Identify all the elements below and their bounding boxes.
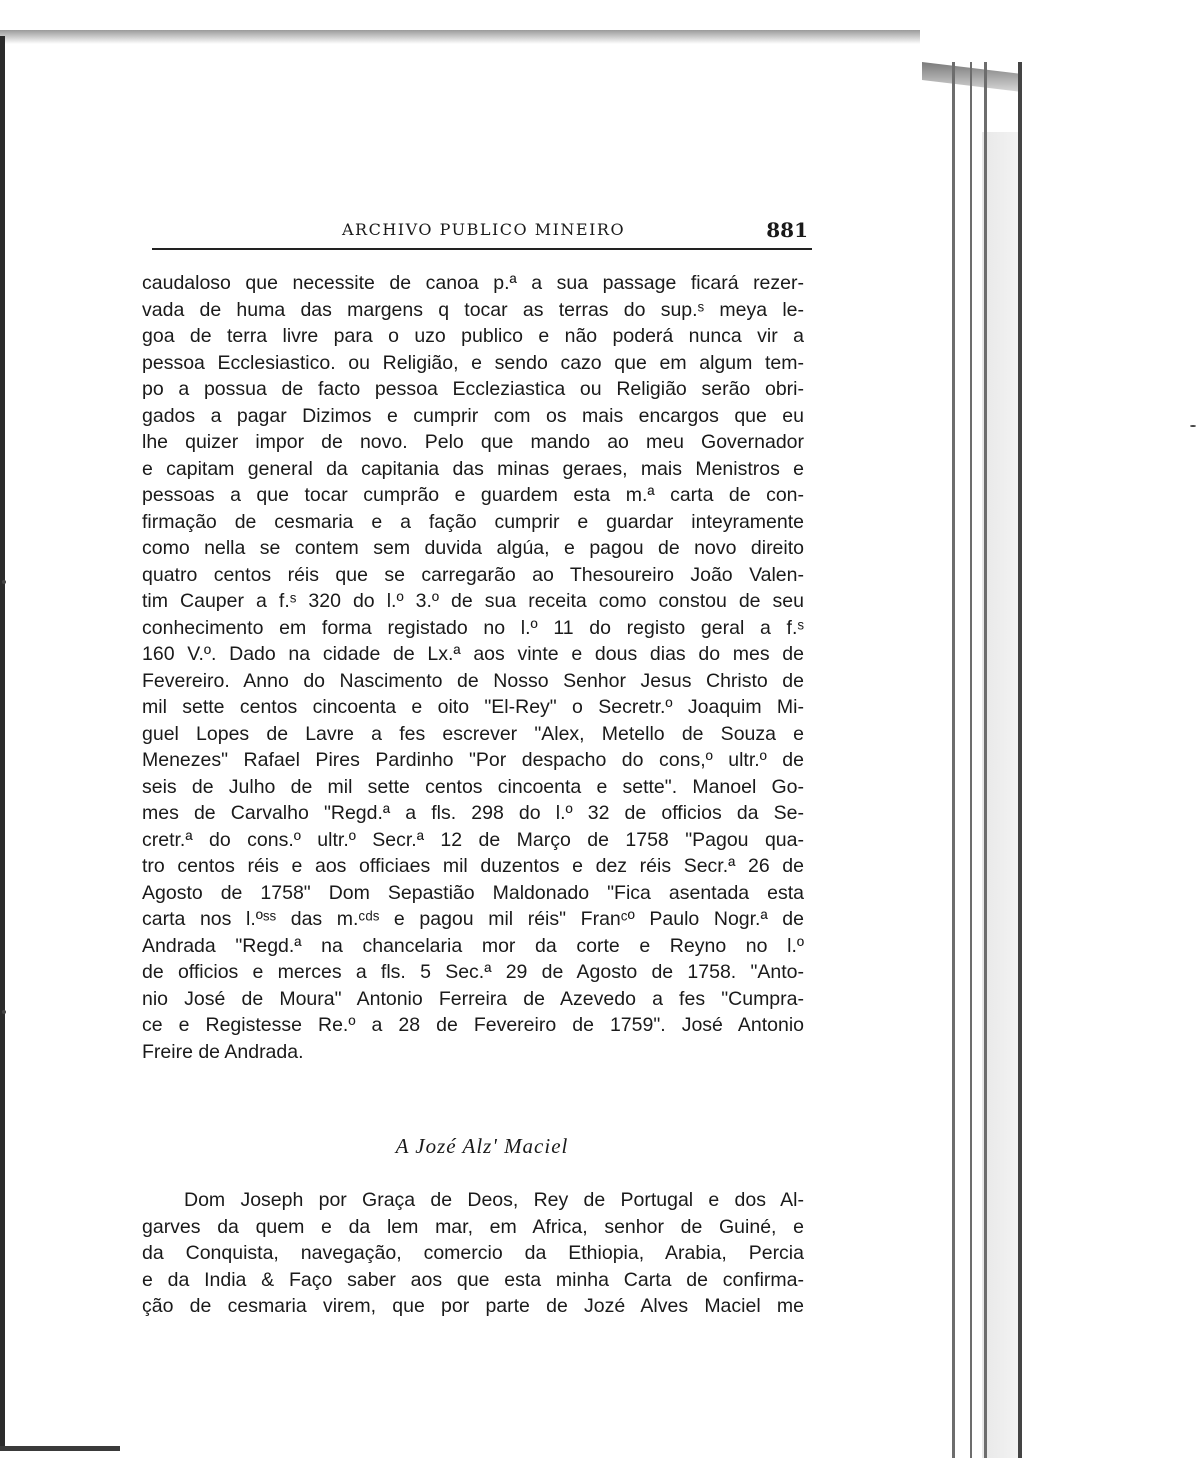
text-line: garves da quem e da lem mar, em Africa, senhor de Guiné, e [142,1215,804,1238]
header-rule [152,248,812,250]
page-stack-fill [982,132,1022,1458]
page-stack-corner [922,62,1022,92]
text-line: gados a pagar Dizimos e cumprir com os mais encargos que eu [142,404,804,427]
scan-top-edge [0,30,920,44]
text-line: caudaloso que necessite de canoa p.ª a sua passage ficará rezer- [142,272,804,294]
text-line: mes de Carvalho "Regd.ª a fls. 298 do l.º 32 de officios da Se- [142,802,804,824]
text-line: guel Lopes de Lavre a fes escrever "Alex, Metello de Souza e [142,722,804,745]
text-line: nio José de Moura" Antonio Ferreira de Azevedo a fes "Cumpra- [142,987,804,1010]
text-line: de officios e merces a fls. 5 Sec.ª 29 de Agosto de 1758. "Anto- [142,961,804,983]
text-line: ce e Registesse Re.º a 28 de Fevereiro de 1759". José Antonio [142,1014,804,1036]
text-line: goa de terra livre para o uzo publico e não poderá nunca vir a [142,325,804,347]
scan-speck [1190,425,1196,427]
running-title: ARCHIVO PUBLICO MINEIRO [342,220,626,239]
text-line: 160 V.º. Dado na cidade de Lx.ª aos vinte e dous dias do mes de [142,643,804,665]
paragraph-one [142,270,804,1065]
scan-speck [2,580,6,584]
page-stack-line [952,62,955,1458]
text-line: Dom Joseph por Graça de Deos, Rey de Portugal e dos Al- [184,1189,804,1211]
scan-left-edge [0,36,5,1446]
text-line: mil sette centos cincoenta e oito "El-Rey" o Secretr.º Joaquim Mi- [142,696,804,718]
text-line: quatro centos réis que se carregarão ao Thesoureiro João Valen- [142,563,804,586]
page-stack-line [984,62,987,1458]
text-line: tim Cauper a f.ˢ 320 do l.º 3.º de sua receita como constou de seu [142,590,804,612]
section-title: A Jozé Alz' Maciel [395,1134,569,1158]
text-line: conhecimento em forma registado no l.º 11 do registo geral a f.ˢ [142,616,804,639]
text-line: carta nos l.ºˢˢ das m.ᶜᵈˢ e pagou mil réis" Franᶜº Paulo Nogr.ª de [142,908,804,930]
running-header [152,218,812,246]
page-stack-line [1018,62,1022,1458]
scan-speck [2,1010,6,1014]
page-number: 881 [766,218,808,242]
text-line: e da India & Faço saber aos que esta minha Carta de confirma- [142,1268,804,1291]
text-line: Fevereiro. Anno do Nascimento de Nosso Senhor Jesus Christo de [142,669,804,692]
text-line: cretr.ª do cons.º ultr.º Secr.ª 12 de Março de 1758 "Pagou qua- [142,828,804,851]
text-line: pessoa Ecclesiastico. ou Religião, e sendo cazo que em algum tem- [142,351,804,374]
page-stack-line [970,62,972,1458]
paragraph-two [142,1187,804,1320]
text-line: Andrada "Regd.ª na chancelaria mor da corte e Reyno no l.º [142,934,804,957]
text-line: pessoas a que tocar cumprão e guardem esta m.ª carta de con- [142,484,804,506]
text-line: Menezes" Rafael Pires Pardinho "Por despacho do cons,º ultr.º de [142,749,804,771]
text-line: vada de huma das margens q tocar as terras do sup.ˢ meya le- [142,298,804,321]
text-line: e capitam general da capitania das minas geraes, mais Menistros e [142,457,804,480]
text-line: tro centos réis e aos officiaes mil duzentos e dez réis Secr.ª 26 de [142,855,804,877]
text-line: po a possua de facto pessoa Eccleziastica ou Religião serão obri- [142,378,804,400]
text-line: Freire de Andrada. [142,1040,304,1063]
book-page-stack [922,62,1022,1458]
text-line: firmação de cesmaria e a fação cumprir e guardar inteyramente [142,510,804,533]
text-line: lhe quizer impor de novo. Pelo que mando ao meu Governador [142,431,804,453]
text-line: Agosto de 1758" Dom Sepastião Maldonado "Fica asentada esta [142,881,804,904]
scan-bottom-edge [0,1446,120,1451]
text-line: seis de Julho de mil sette centos cincoenta e sette". Manoel Go- [142,775,804,798]
text-line: como nella se contem sem duvida algúa, e pagou de novo direito [142,537,804,559]
text-line: da Conquista, navegação, comercio da Ethiopia, Arabia, Percia [142,1242,804,1264]
text-line: ção de cesmaria virem, que por parte de Jozé Alves Maciel me [142,1295,804,1317]
